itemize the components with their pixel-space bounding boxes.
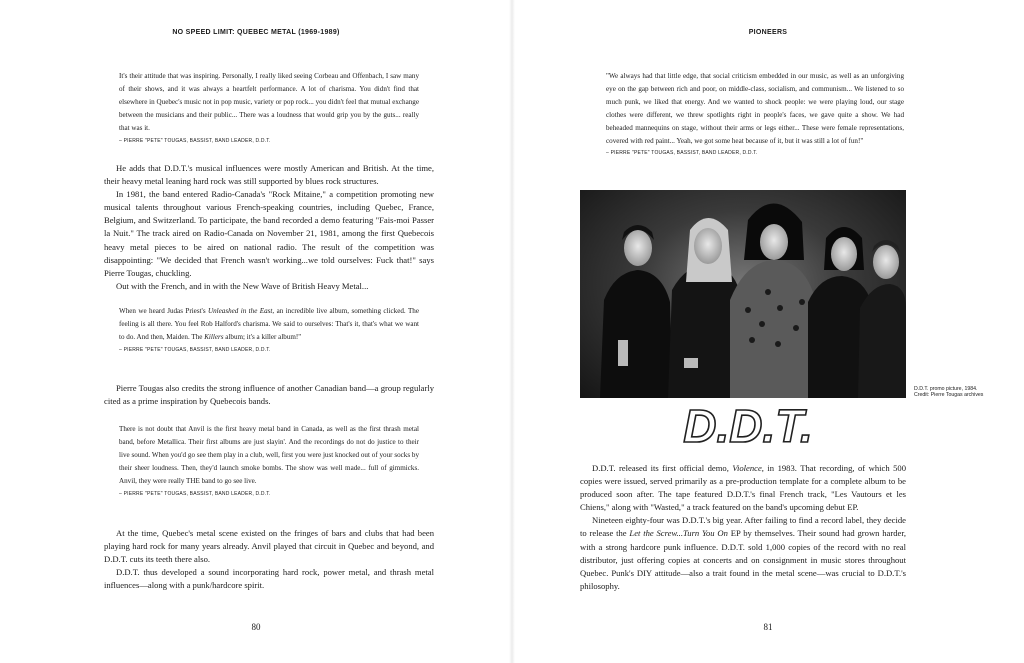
quote-credit: – PIERRE "PETE" TOUGAS, BASSIST, BAND LEADER, D.D.T.	[119, 137, 271, 144]
paragraph: In 1981, the band entered Radio-Canada's "Rock Mitaine," a competition promoting new musical talents throughout various French-speaking countries, including Quebec, France, Belgium, and Switzerland. To participate, the band recorded a demo featuring "Fais-moi Passer la Nuit." The track aired on Radio-Canada on November 21, 1981, among the first Quebecois heavy metal pieces to be aired on national radio. The result of the competition was disappointing: "We decided that French wasn't working...we told ourselves: Fuck that!" says Pierre Tougas, chuckling.	[104, 189, 434, 278]
band-photo	[580, 190, 906, 398]
band-photo-figures	[580, 190, 906, 398]
quote-block	[119, 70, 419, 146]
page-number: 80	[251, 622, 261, 632]
page-number: 81	[763, 622, 773, 632]
release-title: Violence	[732, 463, 762, 473]
album-title: Unleashed in the East	[208, 307, 273, 315]
release-title: Let the Screw...Turn You On	[629, 528, 728, 539]
running-head: PIONEERS	[748, 29, 788, 36]
paragraph: Pierre Tougas also credits the strong influence of another Canadian band—a group regularly cited as a prime inspiration by Quebecois bands.	[104, 383, 434, 407]
quote-text: When we heard Judas Priest's Unleashed in the East, an incredible live album, something clicked. The feeling is all there. You feel Rob Halford's charisma. We said to ourselves: That's it, that's what we want to do. And then, Maiden. The Killers album; it's a killer album!"	[119, 307, 419, 341]
body-text-block	[104, 382, 434, 408]
quote-credit: – PIERRE "PETE" TOUGAS, BASSIST, BAND LEADER, D.D.T.	[119, 490, 271, 497]
quote-credit: – PIERRE "PETE" TOUGAS, BASSIST, BAND LEADER, D.D.T.	[606, 150, 758, 157]
paragraph: Out with the French, and in with the New Wave of British Heavy Metal...	[116, 280, 369, 291]
quote-block	[119, 305, 419, 355]
paragraph: Nineteen eighty-four was D.D.T.'s big year. After failing to find a record label, they decide to release the Let the Screw...Turn You On EP by themselves. Their sound had grown harder, with a strong hardcore punk influence. D.D.T. sold 1,000 copies of the record with no real distributor, just offering copies at concerts and on consignment in music stores throughout Quebec. Punk's DIY attitude—also a trait found in the metal scene—was crucial to D.D.T.'s philosophy.	[580, 515, 906, 591]
paragraph: D.D.T. released its first official demo, Violence, in 1983. That recording, of which 500 copies were issued, served primarily as a pre-production template for a complete album to be produced soon after. The tape featured D.D.T.'s final French track, "Les Vautours et les Chiens," along with "Wasted," a track featured on the band's upcoming debut EP.	[580, 463, 906, 513]
quote-block	[606, 70, 904, 158]
paragraph: D.D.T. thus developed a sound incorporating hard rock, power metal, and thrash metal influences—along with a punk/hardcore spirit.	[104, 567, 434, 591]
photo-caption: D.D.T. promo picture, 1984. Credit: Pierre Tougas archives	[914, 386, 984, 399]
running-head: NO SPEED LIMIT: QUEBEC METAL (1969-1989)	[172, 29, 340, 36]
body-text-block	[104, 162, 434, 293]
quote-text: There is not doubt that Anvil is the first heavy metal band in Canada, as well as the first thrash metal band, before Metallica. Their first albums are just slayin'. And the recordings do not do justice to their live sound. When you'd go see them play in a club, well, first you were just knocked out of your socks by their sheer loudness. Then, they'd launch smoke bombs. The show was well made... full of gimmicks. Anvil, they were really THE band to go see live.	[119, 425, 419, 485]
right-page	[512, 0, 1024, 663]
quote-block	[119, 423, 419, 499]
body-text-block	[104, 527, 434, 592]
paragraph: He adds that D.D.T.'s musical influences were mostly American and British. At the time, their heavy metal leaning hard rock was still supported by blues rock structures.	[104, 163, 434, 187]
logo-text: D.D.T.	[683, 400, 813, 452]
paragraph: At the time, Quebec's metal scene existed on the fringes of bars and clubs that had been playing hard rock for many years already. Anvil played that circuit in Quebec and beyond, and D.D.T. cuts its teeth there also.	[104, 528, 434, 565]
body-text-block	[580, 462, 906, 593]
quote-credit: – PIERRE "PETE" TOUGAS, BASSIST, BAND LEADER, D.D.T.	[119, 346, 271, 353]
album-title: Killers	[204, 332, 224, 341]
band-logo	[653, 400, 843, 452]
quote-text: "We always had that little edge, that social criticism embedded in our music, as well as an unforgiving eye on the gap between rich and poor, on middle-class, socialism, and communism... We listened to so much punk, we liked that energy. And we wanted to shock people: we were playing loud, our stage clothes were different, we threw spotlights right in people's faces, we gave quite a show. We had beheaded mannequins on stage, without their arms or legs either... These were female representations, covered with red paint... Yeah, we got some heat because of it, but it was still a lot of fun!"	[606, 72, 904, 145]
quote-text: It's their attitude that was inspiring. Personally, I really liked seeing Corbeau and Offenbach, I saw many of their shows, and it was always a heartfelt performance. A lot of charisma. You didn't find that elsewhere in Quebec's music not in pop music, variety or pop rock... you didn't feel that mutual exchange between the musicians and their public... There was a loudness that would grip you by the guts... really that was it.	[119, 72, 419, 132]
